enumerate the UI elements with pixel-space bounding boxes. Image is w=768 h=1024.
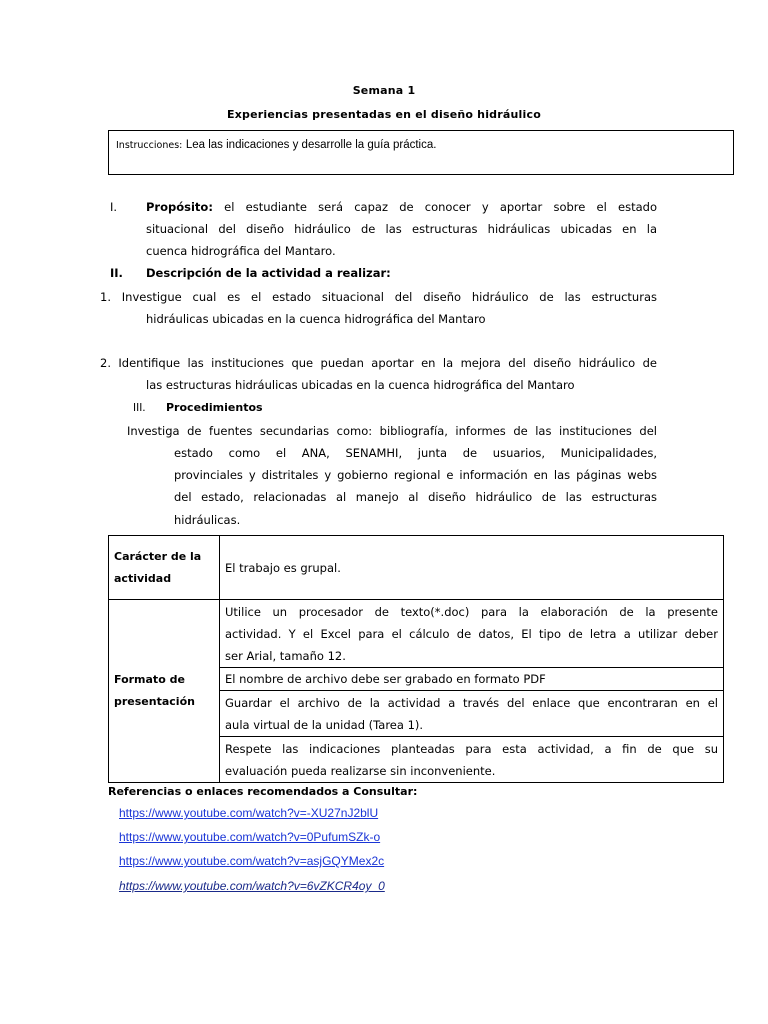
activity-item-1-line-2: hidráulicas ubicadas en la cuenca hidrográfica del Mantaro xyxy=(146,312,486,326)
procedure-line-2: estado como el ANA, SENAMHI, junta de usuarios, Municipalidades, xyxy=(174,446,657,460)
format-item-2: El nombre de archivo debe ser grabado en formato PDF xyxy=(225,672,546,686)
section-1-line-2: situacional del diseño hidráulico de las estructuras hidráulicas ubicadas en la xyxy=(146,222,657,236)
section-3-numeral: III. xyxy=(133,402,146,414)
section-1-line-3: cuenca hidrográfica del Mantaro. xyxy=(146,244,336,258)
instructions-label: Instrucciones xyxy=(116,140,180,151)
reference-link-4[interactable]: https://www.youtube.com/watch?v=6vZKCR4oy_0 xyxy=(119,879,385,893)
activity-item-2-line-1: 2. Identifique las instituciones que puedan aportar en la mejora del diseño hidráulico de xyxy=(100,356,657,370)
purpose-text-1: el estudiante será capaz de conocer y aportar sobre el estado xyxy=(224,200,658,214)
references-heading: Referencias o enlaces recomendados a Consultar: xyxy=(108,785,418,798)
format-item-1-line-2: actividad. Y el Excel para el cálculo de datos, El tipo de letra a utilizar deber xyxy=(225,626,718,641)
format-item-1-line-3: ser Arial, tamaño 12. xyxy=(225,648,346,663)
section-3-heading: Procedimientos xyxy=(166,401,263,414)
procedure-line-5: hidráulicas. xyxy=(174,513,241,527)
section-2-numeral: II. xyxy=(110,266,123,280)
activity-table xyxy=(108,535,724,783)
format-item-3-line-2: aula virtual de la unidad (Tarea 1). xyxy=(225,717,424,732)
procedure-line-3: provinciales y distritales y gobierno regional e información en las páginas webs xyxy=(174,468,657,482)
table-value-cell xyxy=(220,737,724,783)
purpose-label: Propósito xyxy=(146,200,209,214)
table-value-cell xyxy=(220,600,724,668)
format-item-4-line-1: Respete las indicaciones planteadas para esta actividad, a fin de que su xyxy=(225,741,718,756)
purpose-colon: : xyxy=(208,200,213,214)
reference-link-2[interactable]: https://www.youtube.com/watch?v=0PufumSZk-o xyxy=(119,830,381,844)
character-label-1: Carácter de la xyxy=(114,549,202,563)
format-label-1: Formato de xyxy=(114,673,185,686)
table-label-cell xyxy=(109,600,220,783)
table-value-cell xyxy=(220,536,724,600)
format-item-3-line-1: Guardar el archivo de la actividad a través del enlace que encontraran en el xyxy=(225,695,718,710)
procedure-line-4: del estado, relacionadas al manejo al diseño hidráulico de las estructuras xyxy=(174,490,657,504)
character-value: El trabajo es grupal. xyxy=(225,560,341,575)
activity-item-2-line-2: las estructuras hidráulicas ubicadas en la cuenca hidrográfica del Mantaro xyxy=(146,378,575,392)
week-title: Semana 1 xyxy=(352,84,416,97)
table-row xyxy=(109,600,724,668)
format-item-1-line-1: Utilice un procesador de texto(*.doc) para la elaboración de la presente xyxy=(225,604,718,619)
procedure-line-1: Investiga de fuentes secundarias como: bibliografía, informes de las instituciones del xyxy=(127,424,657,438)
table-value-cell xyxy=(220,691,724,737)
table-label-cell xyxy=(109,536,220,600)
section-2-heading: Descripción de la actividad a realizar: xyxy=(146,266,391,280)
section-1-line-1 xyxy=(146,196,657,218)
format-label-2: presentación xyxy=(114,695,195,708)
document-title: Experiencias presentadas en el diseño hidráulico xyxy=(227,108,541,121)
reference-link-1[interactable]: https://www.youtube.com/watch?v=-XU27nJ2blU xyxy=(119,806,379,820)
instructions-line xyxy=(116,138,436,151)
format-item-4-line-2: evaluación pueda realizarse sin inconveniente. xyxy=(225,763,496,778)
section-1-numeral: I. xyxy=(110,200,118,214)
reference-link-3[interactable]: https://www.youtube.com/watch?v=asjGQYMex2c xyxy=(119,854,385,868)
table-value-cell xyxy=(220,668,724,691)
instructions-text: Lea las indicaciones y desarrolle la guía práctica. xyxy=(185,139,437,151)
instructions-separator: : xyxy=(179,140,183,151)
instructions-box xyxy=(108,130,734,175)
table-row xyxy=(109,536,724,600)
activity-item-1-line-1: 1. Investigue cual es el estado situacional del diseño hidráulico de las estructuras xyxy=(100,290,657,304)
character-label-2: actividad xyxy=(114,571,172,585)
